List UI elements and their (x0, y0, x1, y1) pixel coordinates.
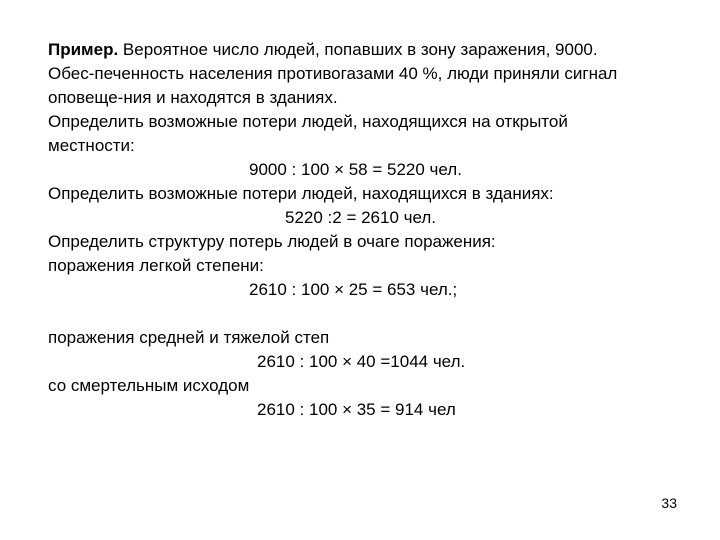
task-structure: Определить структуру потерь людей в очаге поражения: (48, 232, 496, 251)
medium-severe-injuries-label: поражения средней и тяжелой степ (48, 328, 330, 347)
task-buildings: Определить возможные потери людей, находящихся в зданиях: (48, 184, 554, 203)
example-heading: Пример. (48, 40, 119, 59)
page-number: 33 (661, 495, 677, 511)
example-text-block (48, 38, 688, 422)
fatal-outcome-label: со смертельным исходом (48, 376, 250, 395)
example-line-3: оповеще-ния и находятся в зданиях. (48, 88, 338, 107)
light-injuries-label: поражения легкой степени: (48, 256, 264, 275)
calculation-fatal-outcome: 2610 : 100 × 35 = 914 чел (257, 400, 456, 419)
example-line-1 (48, 38, 688, 62)
example-line-2: Обес-печенность населения противогазами 40 %, люди приняли сигнал (48, 64, 618, 83)
task-open-area-line-2: местности: (48, 136, 135, 155)
blank-line (48, 302, 688, 326)
example-line-1-text: Вероятное число людей, попавших в зону заражения, 9000. (118, 40, 598, 59)
task-open-area-line-1: Определить возможные потери людей, находящихся на открытой (48, 112, 568, 131)
calculation-light-injuries: 2610 : 100 × 25 = 653 чел.; (249, 280, 458, 299)
calculation-buildings: 5220 :2 = 2610 чел. (285, 208, 437, 227)
calculation-medium-severe-injuries: 2610 : 100 × 40 =1044 чел. (257, 352, 466, 371)
calculation-open-area: 9000 : 100 × 58 = 5220 чел. (249, 160, 462, 179)
